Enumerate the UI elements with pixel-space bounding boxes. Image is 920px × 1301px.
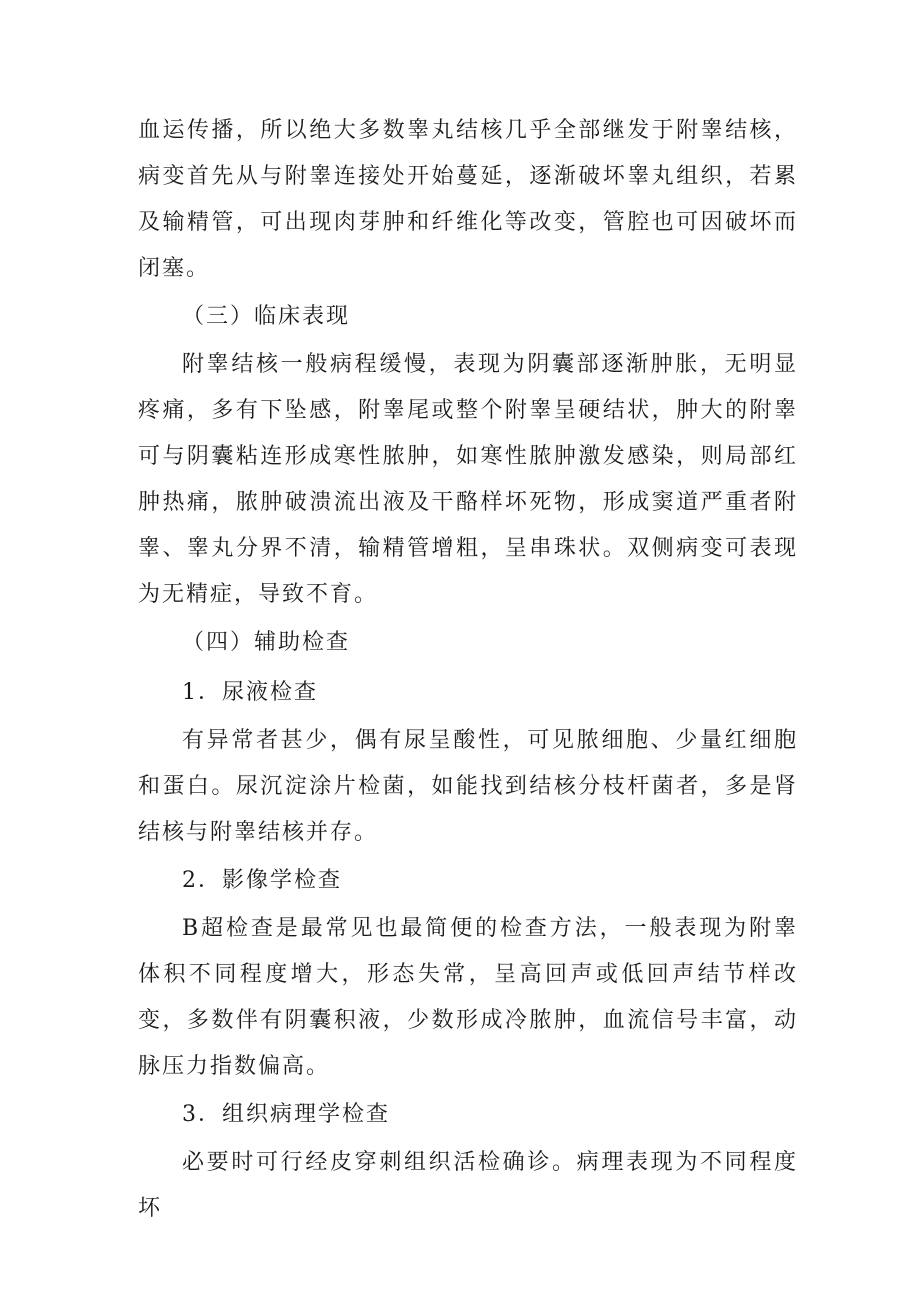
- section-heading-clinical: （三）临床表现: [182, 304, 351, 329]
- paragraph-testicular-spread: 血运传播，所以绝大多数睾丸结核几乎全部继发于附睾结核，病变首先从与附睾连接处开始蔓延，逐渐破坏睾丸组织，若累及输精管，可出现肉芽肿和纤维化等改变，管腔也可因破坏而闭塞。: [138, 118, 798, 281]
- subsection-heading-imaging: 2．影像学检查: [182, 868, 342, 893]
- subsection-heading-pathology: 3．组织病理学检查: [182, 1102, 390, 1127]
- paragraph-imaging: B超检查是最常见也最简便的检查方法，一般表现为附睾体积不同程度增大，形态失常，呈高回声或低回声结节样改变，多数伴有阴囊积液，少数形成冷脓肿，血流信号丰富，动脉压力指数偏高。: [138, 916, 798, 1079]
- paragraph-urine: 有异常者甚少，偶有尿呈酸性，可见脓细胞、少量红细胞和蛋白。尿沉淀涂片检菌，如能找到结核分枝杆菌者，多是肾结核与附睾结核并存。: [138, 728, 798, 845]
- paragraph-clinical: 附睾结核一般病程缓慢，表现为阴囊部逐渐肿胀，无明显疼痛，多有下坠感，附睾尾或整个附睾呈硬结状，肿大的附睾可与阴囊粘连形成寒性脓肿，如寒性脓肿激发感染，则局部红肿热痛，脓肿破溃流出液及干酪样坏死物，形成窦道严重者附睾、睾丸分界不清，输精管增粗，呈串珠状。双侧病变可表现为无精症，导致不育。: [138, 352, 798, 607]
- section-heading-auxiliary: （四）辅助检查: [182, 630, 351, 655]
- paragraph-pathology: 必要时可行经皮穿刺组织活检确诊。病理表现为不同程度坏: [138, 1150, 798, 1221]
- subsection-heading-urine: 1．尿液检查: [182, 680, 318, 705]
- document-body: [138, 108, 798, 1232]
